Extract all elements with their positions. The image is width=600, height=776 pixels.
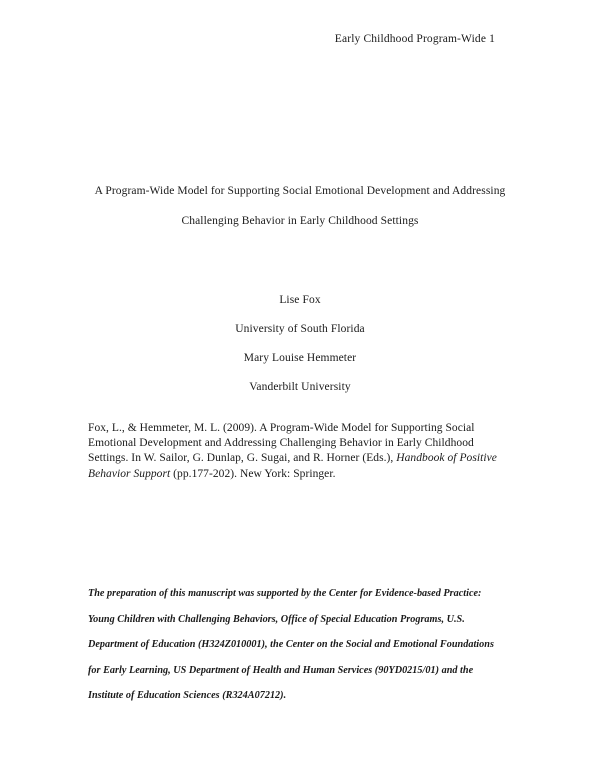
paper-title-line-2: Challenging Behavior in Early Childhood Settings	[181, 215, 419, 227]
author-affiliation-1: University of South Florida	[235, 323, 365, 335]
running-head: Early Childhood Program-Wide 1	[334, 33, 495, 45]
funding-footnote: The preparation of this manuscript was supported by the Center for Evidence-based Practice: Young Children with Challenging Behaviors, Office of Special Education Programs, U.S. Department of Education (H324Z010001), the Center on the Social and Emotional Foundations for Early Learning, US Department of Health and Human Services (90YD0215/01) and the Institute of Education Sciences (R324A07212).	[88, 588, 494, 701]
paper-title-line-1: A Program-Wide Model for Supporting Social Emotional Development and Addressing	[94, 185, 506, 197]
paper-title	[60, 176, 540, 236]
author-affiliation-2: Vanderbilt University	[249, 381, 351, 393]
citation-text-part-2: (pp.177-202). New York: Springer.	[170, 467, 336, 480]
citation-reference	[88, 421, 506, 482]
author-byline	[60, 286, 540, 402]
citation-book-title: Handbook of Positive Behavior Support	[88, 452, 497, 480]
citation-text-part-1: Fox, L., & Hemmeter, M. L. (2009). A Program-Wide Model for Supporting Social Emotional Development and Addressing Challenging Behavior in Early Childhood Settings. In W. Sailor, G. Dunlap, G. Sugai, and R. Horner (Eds.),	[88, 422, 475, 465]
author-name-1: Lise Fox	[279, 294, 321, 306]
author-name-2: Mary Louise Hemmeter	[243, 352, 357, 364]
